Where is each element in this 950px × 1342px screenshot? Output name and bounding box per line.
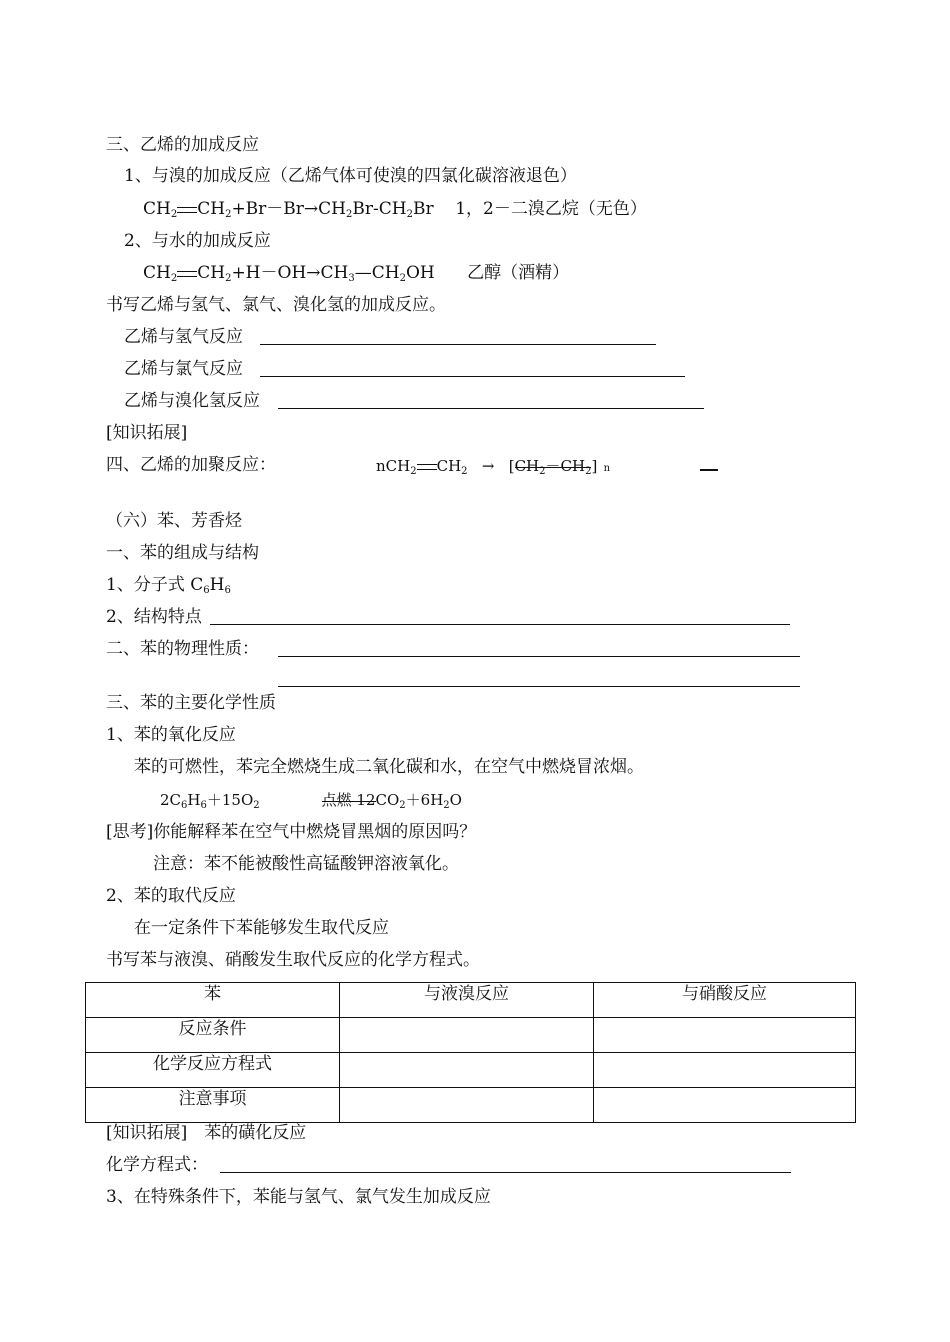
think-question: [思考]你能解释苯在空气中燃烧冒黑烟的原因吗？ [106,822,477,842]
item-water-addition: 2、与水的加成反应 [124,231,271,251]
answer-line-hbr[interactable] [278,408,704,409]
benzene-structure-label: 2、结构特点 [106,607,202,627]
substitution-task: 书写苯与液溴、硝酸发生取代反应的化学方程式。 [106,950,480,970]
cell-nitric-equation[interactable] [594,1053,856,1088]
answer-line-h2[interactable] [260,344,656,345]
note-permanganate: 注意：苯不能被酸性高锰酸钾溶液氧化。 [153,854,459,874]
label-cl2-reaction: 乙烯与氯气反应 [124,359,243,379]
knowledge-extension-sulfonation: [知识拓展] 苯的磺化反应 [106,1123,307,1143]
oxidation-description: 苯的可燃性，苯完全燃烧生成二氧化碳和水，在空气中燃烧冒浓烟。 [134,757,644,777]
benzene-formula-label: 1、分子式 [106,575,185,595]
row-label-equation: 化学反应方程式 [86,1053,340,1088]
table-header-row [86,983,856,1018]
table-header-bromine: 与液溴反应 [340,983,594,1018]
chapter-heading-benzene: （六）苯、芳香烃 [106,511,242,531]
knowledge-extension-label: [知识拓展] [106,423,188,443]
cell-nitric-notes[interactable] [594,1088,856,1123]
oxidation-title: 1、苯的氧化反应 [106,725,236,745]
equation-bromine-note: 1，2－二溴乙烷（无色） [455,199,647,219]
cell-bromine-equation[interactable] [340,1053,594,1088]
table-row [86,1053,856,1088]
table-row [86,1088,856,1123]
table-header-nitric: 与硝酸反应 [594,983,856,1018]
label-h2-reaction: 乙烯与氢气反应 [124,327,243,347]
addition-special-conditions: 3、在特殊条件下，苯能与氢气、氯气发生加成反应 [106,1187,491,1207]
equation-label: 化学方程式： [106,1155,208,1175]
benzene-part2-title: 二、苯的物理性质： [106,639,259,659]
section-title-addition: 三、乙烯的加成反应 [106,135,259,155]
combustion-condition: 点燃 [321,791,352,809]
polymer-dash [700,469,718,471]
answer-line-physical-2[interactable] [278,686,800,687]
cell-bromine-conditions[interactable] [340,1018,594,1053]
answer-line-structure[interactable] [210,624,790,625]
table-row [86,1018,856,1053]
benzene-part3-title: 三、苯的主要化学性质 [106,693,276,713]
answer-line-sulfonation[interactable] [220,1172,791,1173]
section-title-polymerization: 四、乙烯的加聚反应： [106,455,276,475]
equation-water: $CH_2$ $CH_2+H-OH\to CH_3—CH_2OH$ 乙醇（酒精） [143,263,570,284]
answer-line-cl2[interactable] [260,376,685,377]
equation-combustion: $2C_6H_6+15O_2$ 点燃 $12CO_2+6H_2O$ [160,791,462,811]
cell-nitric-conditions[interactable] [594,1018,856,1053]
substitution-title: 2、苯的取代反应 [106,886,236,906]
task-write-reactions: 书写乙烯与氢气、氯气、溴化氢的加成反应。 [106,295,446,315]
benzene-part1-title: 一、苯的组成与结构 [106,543,259,563]
substitution-table [85,982,856,1123]
substitution-description: 在一定条件下苯能够发生取代反应 [134,918,389,938]
row-label-conditions: 反应条件 [86,1018,340,1053]
label-hbr-reaction: 乙烯与溴化氢反应 [124,391,260,411]
item-bromine-addition: 1、与溴的加成反应（乙烯气体可使溴的四氯化碳溶液退色） [124,166,577,186]
benzene-formula: 1、分子式 $C_6H_6$ [106,575,231,596]
equation-water-note: 乙醇（酒精） [467,263,570,283]
answer-line-physical-1[interactable] [278,656,800,657]
equation-bromine: $CH_2$ $CH_2+Br-Br\to CH_2Br-CH_2Br$ 1，2－二溴乙烷（无色） [143,199,647,220]
cell-bromine-notes[interactable] [340,1088,594,1123]
equation-polymerization: nCH$_2$ $CH_2 \to [CH_2-CH_2]$ n [376,457,611,477]
row-label-notes: 注意事项 [86,1088,340,1123]
table-header-benzene: 苯 [86,983,340,1018]
